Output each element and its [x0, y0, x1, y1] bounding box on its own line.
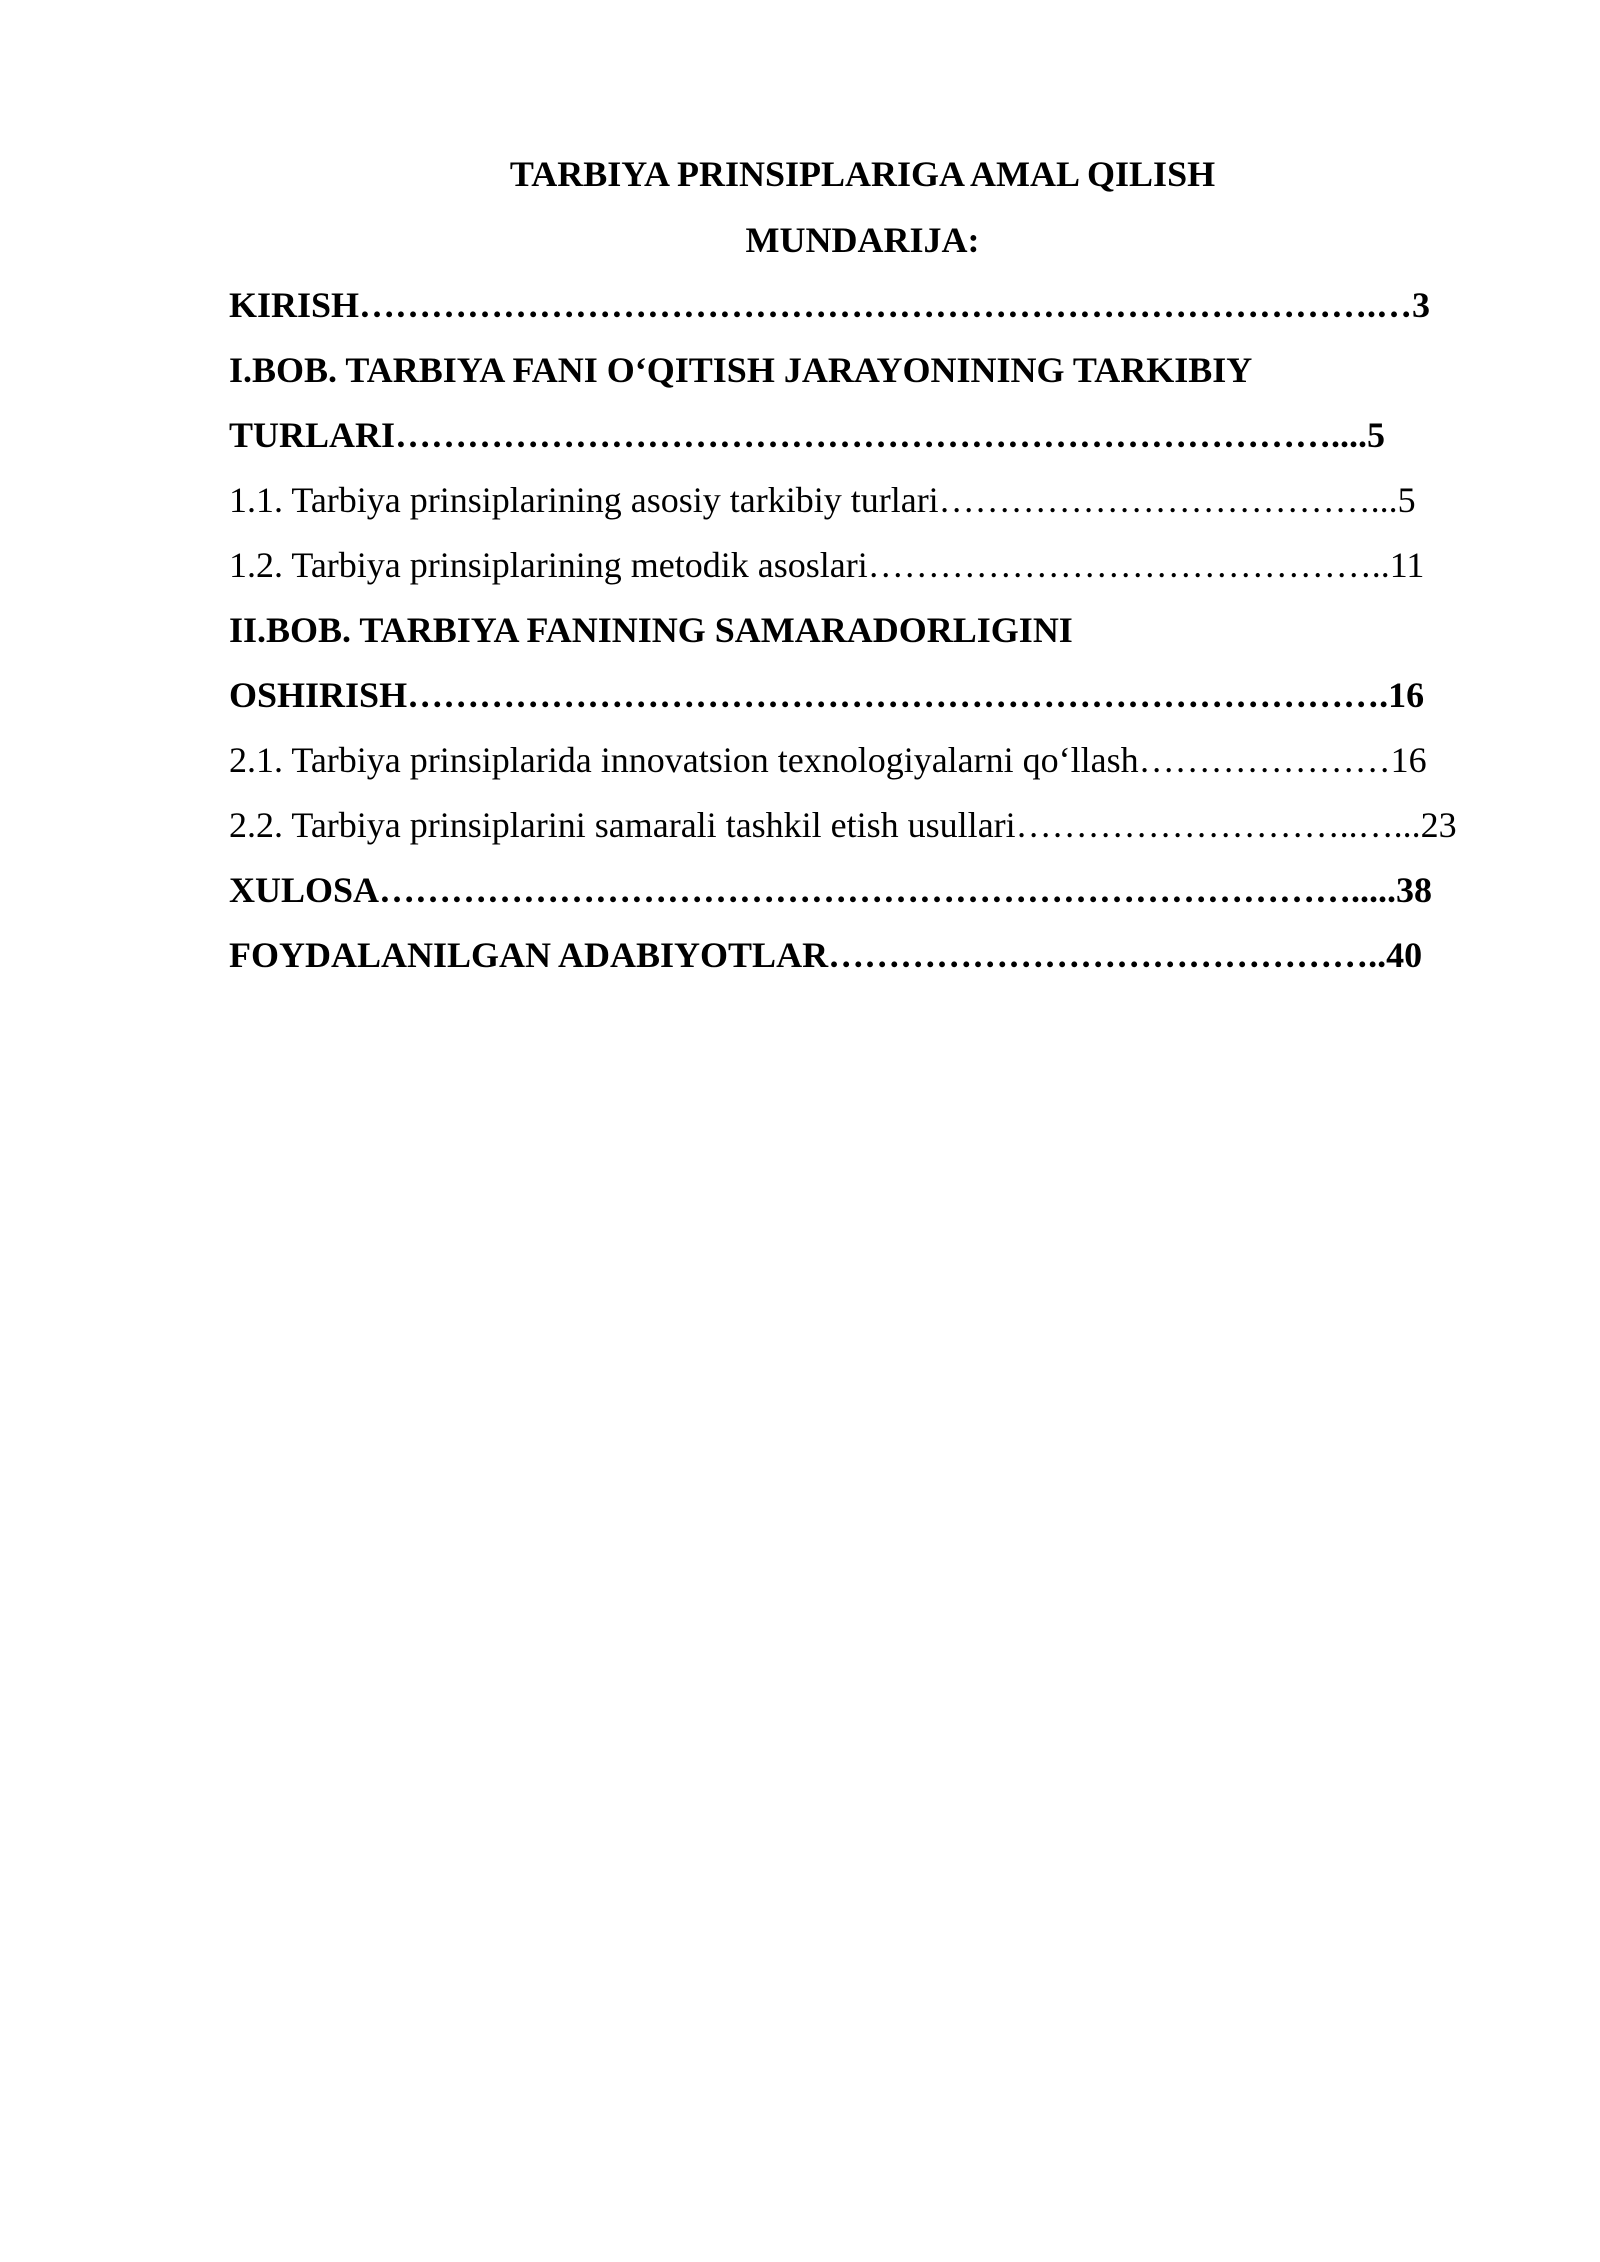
table-of-contents-heading: MUNDARIJA:: [745, 220, 980, 260]
toc-entry-references: FOYDALANILGAN ADABIYOTLAR………………………………………..40: [229, 935, 1423, 975]
toc-entry-xulosa: XULOSA……………………………………………………………………….....38: [229, 870, 1433, 910]
toc-entry-kirish: KIRISH………………………………………………………………………….…3: [229, 285, 1431, 325]
toc-entry-section-1-1: 1.1. Tarbiya prinsiplarining asosiy tarkibiy turlari………………………………...5: [229, 480, 1416, 520]
table-of-contents: [229, 284, 1489, 999]
toc-entry-chapter-1-line-1: I.BOB. TARBIYA FANI O‘QITISH JARAYONINING TARKIBIY: [229, 350, 1253, 390]
toc-entry-section-2-1: 2.1. Tarbiya prinsiplarida innovatsion texnologiyalarni qo‘llash…………………16: [229, 740, 1427, 780]
toc-entry-section-1-2: 1.2. Tarbiya prinsiplarining metodik asoslari……………………………………..11: [229, 545, 1425, 585]
toc-entry-chapter-1-line-2: TURLARI……………………………………………………………………....5: [229, 415, 1386, 455]
toc-entry-chapter-2-line-1: II.BOB. TARBIYA FANINING SAMARADORLIGINI: [229, 610, 1073, 650]
toc-entry-section-2-2: 2.2. Tarbiya prinsiplarini samarali tashkil etish usullari………………………..…...23: [229, 805, 1457, 845]
document-title: TARBIYA PRINSIPLARIGA AMAL QILISH: [509, 154, 1216, 194]
toc-entry-chapter-2-line-2: OSHIRISH……………………………………………………………………….16: [229, 675, 1425, 715]
